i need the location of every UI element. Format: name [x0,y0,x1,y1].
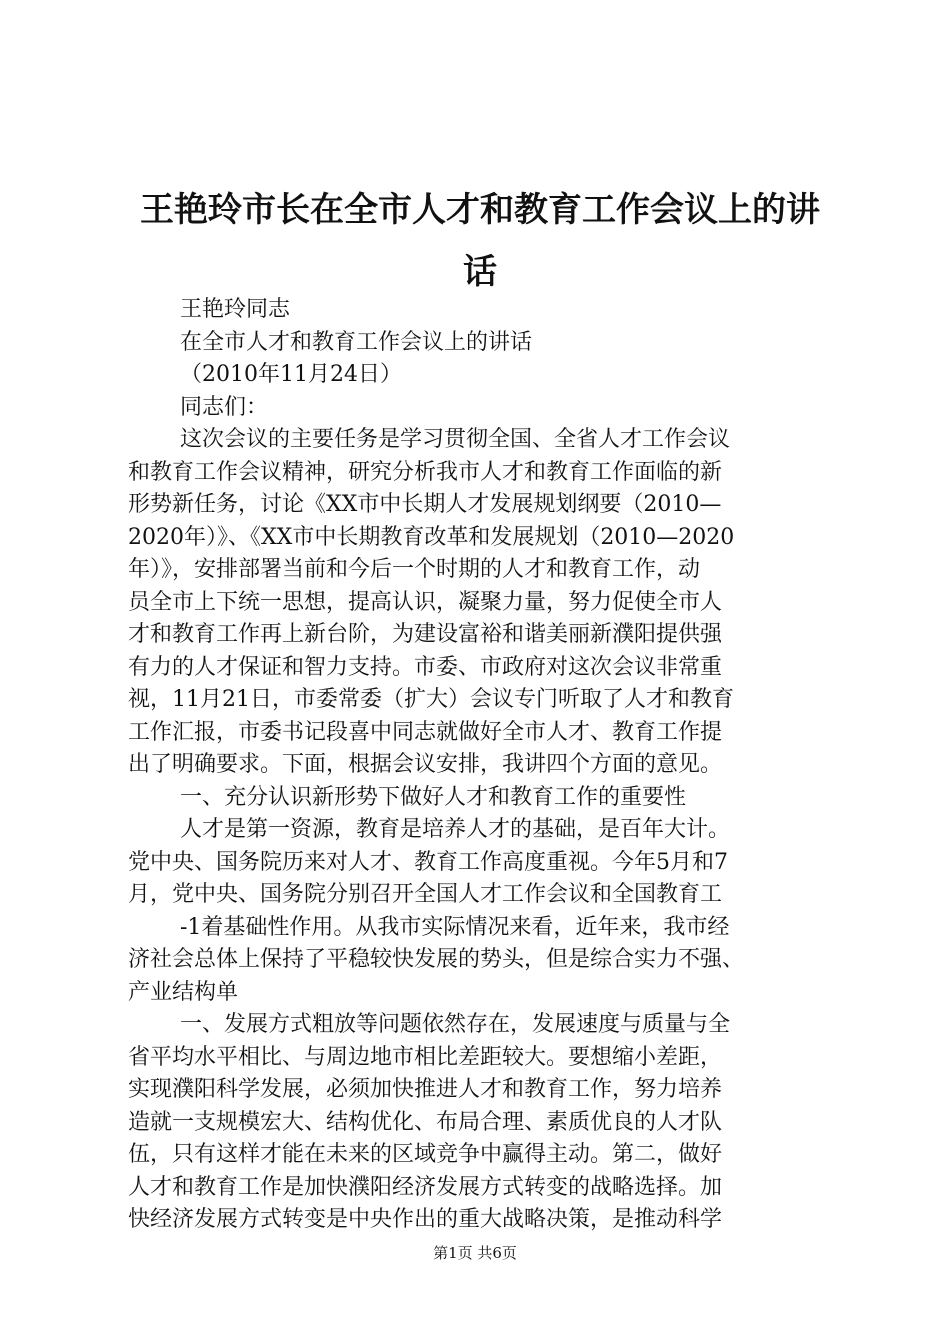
body-line: 2020年）》、《XX市中长期教育改革和发展规划（2010—2020 [128,524,735,550]
body-line: 在全市人才和教育工作会议上的讲话 [180,329,533,355]
body-line: 伍，只有这样才能在未来的区域竞争中赢得主动。第二，做好 [128,1142,723,1167]
document-title-line-1: 王艳玲市长在全市人才和教育工作会议上的讲 [140,190,820,230]
body-line: 人才是第一资源，教育是培养人才的基础，是百年大计。 [180,817,731,842]
body-line: 出了明确要求。下面，根据会议安排，我讲四个方面的意见。 [128,752,723,777]
body-line: 造就一支规模宏大、结构优化、布局合理、素质优良的人才队 [128,1109,723,1135]
body-line: 人才和教育工作是加快濮阳经济发展方式转变的战略选择。加 [128,1174,723,1200]
body-line: 济社会总体上保持了平稳较快发展的势头，但是综合实力不强、 [128,947,745,972]
body-line: 一、充分认识新形势下做好人才和教育工作的重要性 [180,784,687,810]
body-line: （2010年11月24日） [180,362,402,387]
body-line: 同志们： [180,394,269,420]
body-line: 形势新任务，讨论《XX市中长期人才发展规划纲要（2010— [128,492,722,517]
body-line: 党中央、国务院历来对人才、教育工作高度重视。今年5月和7 [128,849,728,875]
body-line: 工作汇报，市委书记段喜中同志就做好全市人才、教育工作提 [128,719,723,745]
body-line: 月，党中央、国务院分别召开全国人才工作会议和全国教育工 [128,882,723,907]
body-line: 有力的人才保证和智力支持。市委、市政府对这次会议非常重 [128,654,723,680]
document-title-line-2: 话 [463,252,497,292]
body-line: 实现濮阳科学发展，必须加快推进人才和教育工作，努力培养 [128,1077,723,1102]
body-line: 视，11月21日，市委常委（扩大）会议专门听取了人才和教育 [128,687,734,712]
body-line: 才和教育工作再上新台阶，为建设富裕和谐美丽新濮阳提供强 [128,622,723,647]
body-line: 产业结构单 [128,979,239,1005]
body-line: 员全市上下统一思想，提高认识，凝聚力量，努力促使全市人 [128,589,723,615]
page-footer: 第1页 共6页 [433,1244,517,1262]
body-line: 省平均水平相比、与周边地市相比差距较大。要想缩小差距， [128,1044,723,1070]
body-line: 王艳玲同志 [180,297,291,322]
body-line: 快经济发展方式转变是中央作出的重大战略决策，是推动科学 [128,1207,723,1232]
body-line: 这次会议的主要任务是学习贯彻全国、全省人才工作会议 [180,427,731,452]
body-line: -1着基础性作用。从我市实际情况来看，近年来，我市经 [180,914,730,940]
body-line: 和教育工作会议精神，研究分析我市人才和教育工作面临的新 [128,459,723,485]
body-line: 年）》，安排部署当前和今后一个时期的人才和教育工作，动 [128,557,701,582]
document-body [128,294,888,1237]
body-line: 一、发展方式粗放等问题依然存在，发展速度与质量与全 [180,1012,731,1037]
